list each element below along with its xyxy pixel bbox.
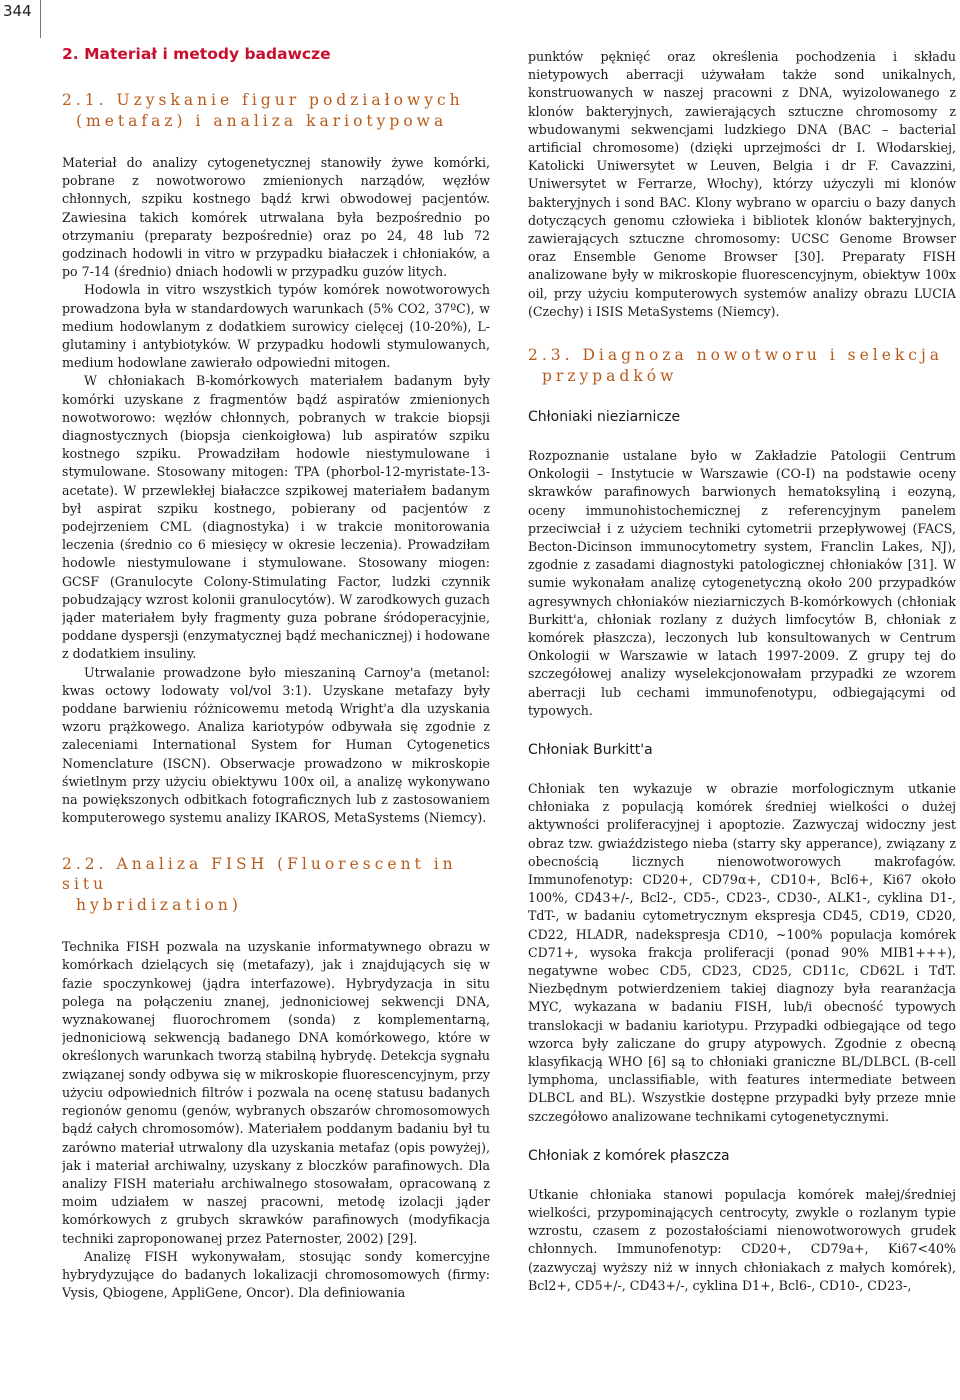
section-heading-line: przypadków bbox=[542, 366, 678, 385]
section-heading-line: 2.3. Diagnoza nowotworu i selekcja bbox=[528, 346, 944, 365]
section-heading-line: 2.1. Uzyskanie figur podziałowych bbox=[62, 91, 464, 110]
section-heading-2-3 bbox=[528, 345, 956, 387]
left-column bbox=[62, 44, 490, 1400]
chapter-title: 2. Materiał i metody badawcze bbox=[62, 45, 331, 63]
paragraph: Utrwalanie prowadzone było mieszaniną Carnoy'a (metanol: kwas octowy lodowaty vol/vol 3:1). Uzyskane metafazy były poddane barwieniu różnicowemu metodą Wright'a dla uzyskania wzoru prążkowego. Analiza kariotypów odbywała się zgodnie z zaleceniami International System for Human Cytogenetics Nomenclature (ISCN). Obserwacje prowadzono w mikroskopie świetlnym przy użyciu obiektywu 100x oil, a analizę wykonywano na powiększonych odbitkach fotograficznych lub z zastosowaniem komputerowego systemu analizy IKAROS, MetaSystems (Niemcy). bbox=[62, 664, 490, 826]
subsection-heading: Chłoniaki nieziarnicze bbox=[528, 408, 681, 425]
section-heading-2-1 bbox=[62, 90, 490, 132]
paragraph: W chłoniakach B-komórkowych materiałem badanym były komórki uzyskane z fragmentów bądź aspiratów zmienionych nowotworowo: węzłów chłonnych, pobranych w trakcie biopsji diagnostycznych (biopsja cienkoigłowa) lub aspiratów szpiku kostnego szpiku. Prowadziłam hodowle niestymulowane i stymulowane. Stosowany mitogen: TPA (phorbol-12-myristate-13-acetate). W przewlekłej białaczce szpikowej materiałem badanym był aspirat szpiku kostnego, pobierany od pacjentów z podejrzeniem CML (diagnostyka) i w trakcie monitorowania leczenia (średnio co 6 miesięcy w okresie leczenia). Prowadziłam hodowle niestymulowane i stymulowane. Stosowany miogen: GCSF (Granulocyte Colony-Stimulating Factor, ludzki czynnik pobudzający wzrost kolonii granulocytów). W zarodkowych guzach jąder materiałem były fragmenty guza pobrane śródoperacyjnie, poddane dyspersji (enzymatycznej bądź mechanicznej) i hodowane z dodatkiem insuliny. bbox=[62, 373, 490, 662]
header-rule bbox=[40, 0, 41, 38]
section-heading-line: (metafaz) i analiza kariotypowa bbox=[76, 112, 448, 131]
paragraph: Hodowla in vitro wszystkich typów komórek nowotworowych prowadzona była w standardowych warunkach (5% CO2, 37ºC), w medium hodowlanym z dodatkiem surowicy cielęcej (10-20%), L-glutaminy i antybiotyków. W przypadku hodowli stymulowanych, medium hodowlane zawierało odpowiedni mitogen. bbox=[62, 282, 490, 371]
paragraph: Chłoniak ten wykazuje w obrazie morfologicznym utkanie chłoniaka z populacją komórek średniej wielkości o dużej aktywności proliferacyjnej i apoptozie. Zazwyczaj widoczny jest obraz tzw. gwiaździstego nieba (starry sky apperance), związany z obecnością licznych nienowotworowych makrofagów. Immunofenotyp: CD20+, CD79α+, CD10+, Bcl6+, Ki67 około 100%, CD43+/-, Bcl2-, CD5-, CD23-, CD30-, ALK1-, cyklina D1-, TdT-, w badaniu cytometrycznym ekspresja CD45, CD19, CD20, CD22, HLADR, nadekspresja CD10, ~100% populacja komórek CD71+, wysoka frakcja proliferacji (ponad 90% MIB1+++), negatywne wobec CD5, CD23, CD25, CD11c, CD62L i TdT. Niezbędnym potwierdzeniem takiej diagnozy była rearanżacja MYC, wykazana w badaniu FISH, lub/i obecność typowych translokacji w badaniu kariotypu. Przypadki odbiegające od tego wzorca były zaliczane do grupy atypowych. Zgodnie z obecną klasyfikacją WHO [6] są to chłoniaki graniczne BL/DLBCL (B-cell lymphoma, unclassifiable, with features intermediate between DLBCL and BL). Wszystkie dostępne przypadki były przeze mnie szczegółowo analizowane technikami cytogenetycznymi. bbox=[528, 780, 956, 1124]
paragraph: punktów pęknięć oraz określenia pochodzenia i składu nietypowych aberracji używałam także sond unikalnych, konstruowanych w naszej pracowni z DNA, wyizolowanego z klonów bakteryjnych, zawierających sztuczne chromosomy z wbudowanymi sekwencjami ludzkiego DNA (BAC – bacterial artificial chromosome) (dzięki uprzejmości dr I. Włodarskiej, Katolicki Uniwersytet w Leuven, Belgia i dr F. Cavazzini, Uniwersytet w Ferrarze, Włochy), którzy użyczyli mi klonów bakteryjnych i sond BAC. Klony wybrano w oparciu o bazy danych dotyczących genomu człowieka i bibliotek klonów bakteryjnych, zawierających sztuczne chromosomy: UCSC Genome Browser oraz Ensemble Genome Browser [30]. Preparaty FISH analizowane były w mikroskopie fluorescencyjnym, obiektyw 100x oil, przy użyciu komputerowych systemów analizy obrazu LUCIA (Czechy) i ISIS MetaSystems (Niemcy). bbox=[528, 49, 956, 319]
paragraph: Utkanie chłoniaka stanowi populacja komórek małej/średniej wielkości, przypominających centrocyty, zwykle o rozlanym typie wzrostu, czasem z pozostałościami nienowotworowych grudek chłonnych. Immunofenotyp: CD20+, CD79a+, Ki67<40% (zazwyczaj wyższy niż w innych chłoniakach z małych komórek), Bcl2+, CD5+/-, CD43+/-, cyklina D1+, Bcl6-, CD10-, CD23-, bbox=[528, 1186, 956, 1293]
section-heading-line: 2.2. Analiza FISH (Fluorescent in situ bbox=[62, 854, 457, 894]
page-number: 344 bbox=[3, 2, 32, 20]
subsection-heading: Chłoniak z komórek płaszcza bbox=[528, 1147, 730, 1164]
subsection-heading: Chłoniak Burkitt'a bbox=[528, 741, 653, 758]
section-heading-2-2 bbox=[62, 854, 490, 917]
paragraph: Materiał do analizy cytogenetycznej stanowiły żywe komórki, pobrane z nowotworowo zmienionych narządów, węzłów chłonnych, szpiku kostnego bądź krwi obwodowej pacjentów. Zawiesina takich komórek utrwalana była bezpośrednio po otrzymaniu (preparaty bezpośrednie) oraz po 24, 48 lub 72 godzinach hodowli in vitro w przypadku białaczek i chłoniaków, a po 7-14 (średnio) dniach hodowli w przypadku guzów litych. bbox=[62, 154, 490, 280]
paragraph: Rozpoznanie ustalane było w Zakładzie Patologii Centrum Onkologii – Instytucie w Warszawie (CO-I) na podstawie oceny skrawków parafinowych barwionych hematoksyliną i eozyną, oceny immunohistochemicznej z referencyjnym panelem przeciwciał i z użyciem techniki cytometrii przepływowej (FACS, Becton-Dicinson immunocytometry system, Franclin Lakes, NJ), zgodnie z zasadami diagnostyki patologicznej chłoniaków [31]. W sumie wykonałam analizę cytogenetyczną około 200 przypadków agresywnych chłoniaków nieziarniczych B-komórkowych (chłoniak Burkitt'a, chłoniak rozlany z dużych limfocytów B, chłoniak z komórek płaszcza), leczonych lub konsultowanych w Centrum Onkologii w Warszawie w latach 1997-2009. Z grupy tej do szczegółowej analizy wyselekcjonowałam przypadki ze wzorem aberracji lub cechami immunofenotypu, odbiegającymi od typowych. bbox=[528, 447, 956, 718]
paragraph: Analizę FISH wykonywałam, stosując sondy komercyjne hybrydyzujące do badanych lokalizacji chromosomowych (firmy: Vysis, Qbiogene, AppliGene, Oncor). Dla definiowania bbox=[62, 1248, 490, 1301]
paragraph: Technika FISH pozwala na uzyskanie informatywnego obrazu w komórkach dzielących się (metafazy), jak i znajdujących się w fazie spoczynkowej (jądra interfazowe). Hybrydyzacja in situ polega na połączeniu znanej, jednoniciowej sekwencji DNA, wyznakowanej fluorochromem (sonda) z komplementarną, jednoniciową sekwencją badanego DNA komórkowego, które w określonych warunkach tworzą stabilną hybrydę. Detekcja sygnału związanej sondy odbywa się w mikroskopie fluorescencyjnym, przy użyciu odpowiednich filtrów i pozwala na ocenę statusu badanych regionów genomu (genów, wybranych obszarów chromosomowych bądź całych chromosomów). Materiałem poddanym badaniu był tu zarówno materiał utrwalony dla uzyskania metafaz (opis powyżej), jak i materiał archiwalny, uzyskany z bloczków parafinowych. Dla analizy FISH materiału archiwalnego stosowałam, opracowaną z moim udziałem w naszej pracowni, metodę izolacji jąder komórkowych z grubych skrawków parafinowych (modyfikacja techniki zaproponowanej przez Paternoster, 2002) [29]. bbox=[62, 939, 490, 1246]
right-column bbox=[528, 48, 956, 1400]
section-heading-line: hybridization) bbox=[76, 896, 242, 915]
